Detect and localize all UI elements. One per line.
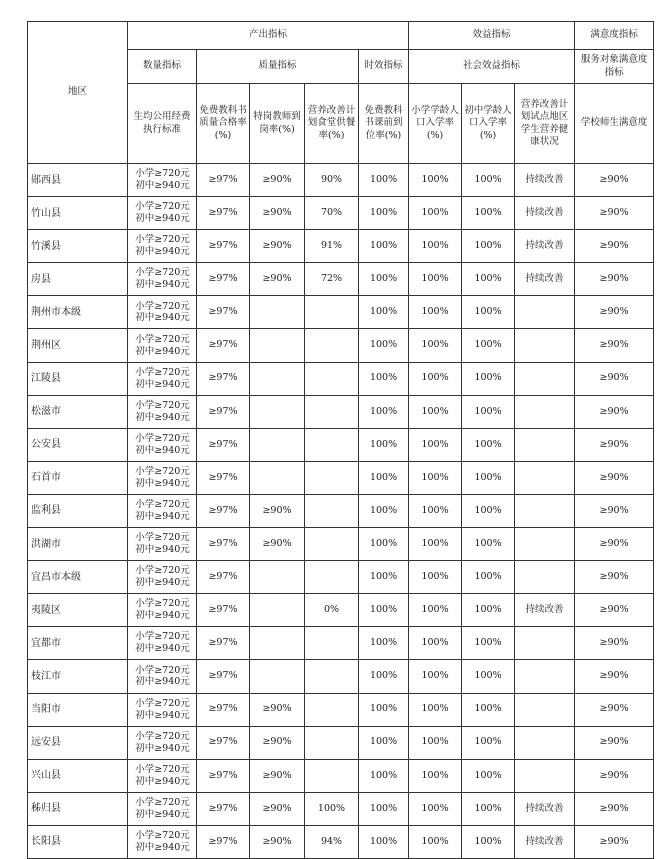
- standard-junior: 初中≥940元: [135, 345, 190, 357]
- cell-standard: [128, 561, 197, 594]
- cell-primary-enroll: 100%: [409, 197, 462, 230]
- header-benefit: 效益指标: [409, 22, 575, 50]
- cell-standard: [128, 362, 197, 395]
- cell-primary-enroll: 100%: [409, 627, 462, 660]
- cell-textbook-quality: ≥97%: [197, 263, 250, 296]
- cell-junior-enroll: 100%: [462, 461, 515, 494]
- standard-junior: 初中≥940元: [135, 444, 190, 456]
- standard-primary: 小学≥720元: [135, 830, 190, 842]
- standard-primary: 小学≥720元: [135, 333, 190, 345]
- cell-meal-rate: [305, 561, 359, 594]
- cell-junior-enroll: 100%: [462, 528, 515, 561]
- cell-standard: [128, 693, 197, 726]
- cell-region: 公安县: [28, 428, 128, 461]
- cell-textbook-ontime: 100%: [359, 395, 409, 428]
- cell-region: 远安县: [28, 726, 128, 759]
- cell-satisfaction: ≥90%: [575, 494, 654, 527]
- cell-junior-enroll: 100%: [462, 164, 515, 197]
- cell-standard: [128, 395, 197, 428]
- cell-textbook-ontime: 100%: [359, 594, 409, 627]
- cell-standard: [128, 230, 197, 263]
- cell-textbook-quality: ≥97%: [197, 395, 250, 428]
- cell-primary-enroll: 100%: [409, 362, 462, 395]
- cell-nutrition: 持续改善: [515, 197, 575, 230]
- standard-junior: 初中≥940元: [135, 643, 190, 655]
- table-row: [28, 627, 654, 660]
- cell-teacher-rate: [250, 660, 305, 693]
- cell-textbook-quality: ≥97%: [197, 693, 250, 726]
- cell-textbook-ontime: 100%: [359, 362, 409, 395]
- cell-teacher-rate: ≥90%: [250, 230, 305, 263]
- standard-junior: 初中≥940元: [135, 510, 190, 522]
- cell-junior-enroll: 100%: [462, 263, 515, 296]
- standard-junior: 初中≥940元: [135, 477, 190, 489]
- header-output: 产出指标: [128, 22, 409, 50]
- cell-region: 荆州区: [28, 329, 128, 362]
- cell-textbook-quality: ≥97%: [197, 627, 250, 660]
- cell-textbook-quality: ≥97%: [197, 759, 250, 792]
- standard-primary: 小学≥720元: [135, 399, 190, 411]
- standard-primary: 小学≥720元: [135, 697, 190, 709]
- standard-primary: 小学≥720元: [135, 300, 190, 312]
- table-row: [28, 594, 654, 627]
- col-primary-enroll: 小学学龄人口入学率(%): [409, 84, 462, 164]
- cell-standard: [128, 759, 197, 792]
- cell-textbook-quality: ≥97%: [197, 726, 250, 759]
- cell-standard: [128, 461, 197, 494]
- cell-satisfaction: ≥90%: [575, 660, 654, 693]
- cell-standard: [128, 792, 197, 825]
- cell-nutrition: [515, 693, 575, 726]
- cell-satisfaction: ≥90%: [575, 296, 654, 329]
- cell-meal-rate: [305, 528, 359, 561]
- header-service-satisfaction: 服务对象满意度指标: [575, 50, 654, 84]
- col-textbook-quality: 免费教科书质量合格率(%): [197, 84, 250, 164]
- cell-region: 兴山县: [28, 759, 128, 792]
- cell-region: 枝江市: [28, 660, 128, 693]
- cell-textbook-quality: ≥97%: [197, 561, 250, 594]
- cell-standard: [128, 627, 197, 660]
- cell-region: 荆州市本级: [28, 296, 128, 329]
- standard-primary: 小学≥720元: [135, 565, 190, 577]
- cell-satisfaction: ≥90%: [575, 197, 654, 230]
- cell-nutrition: [515, 494, 575, 527]
- cell-meal-rate: [305, 296, 359, 329]
- cell-primary-enroll: 100%: [409, 494, 462, 527]
- cell-teacher-rate: [250, 461, 305, 494]
- cell-textbook-ontime: 100%: [359, 561, 409, 594]
- table-row: [28, 726, 654, 759]
- cell-satisfaction: ≥90%: [575, 726, 654, 759]
- cell-primary-enroll: 100%: [409, 759, 462, 792]
- cell-region: 夷陵区: [28, 594, 128, 627]
- cell-textbook-ontime: 100%: [359, 660, 409, 693]
- standard-primary: 小学≥720元: [135, 598, 190, 610]
- cell-nutrition: [515, 759, 575, 792]
- cell-nutrition: [515, 362, 575, 395]
- cell-nutrition: 持续改善: [515, 825, 575, 858]
- cell-textbook-quality: ≥97%: [197, 528, 250, 561]
- cell-primary-enroll: 100%: [409, 594, 462, 627]
- cell-textbook-quality: ≥97%: [197, 792, 250, 825]
- cell-primary-enroll: 100%: [409, 660, 462, 693]
- cell-satisfaction: ≥90%: [575, 230, 654, 263]
- cell-junior-enroll: 100%: [462, 362, 515, 395]
- table-row: [28, 362, 654, 395]
- header-quality: 质量指标: [197, 50, 359, 84]
- table-row: [28, 164, 654, 197]
- document-page: [27, 21, 653, 859]
- cell-region: 竹溪县: [28, 230, 128, 263]
- cell-textbook-ontime: 100%: [359, 528, 409, 561]
- standard-primary: 小学≥720元: [135, 267, 190, 279]
- cell-junior-enroll: 100%: [462, 825, 515, 858]
- cell-textbook-quality: ≥97%: [197, 296, 250, 329]
- cell-teacher-rate: ≥90%: [250, 528, 305, 561]
- cell-textbook-quality: ≥97%: [197, 164, 250, 197]
- cell-primary-enroll: 100%: [409, 230, 462, 263]
- table-row: [28, 494, 654, 527]
- standard-primary: 小学≥720元: [135, 201, 190, 213]
- standard-junior: 初中≥940元: [135, 279, 190, 291]
- cell-meal-rate: [305, 759, 359, 792]
- cell-primary-enroll: 100%: [409, 693, 462, 726]
- cell-nutrition: [515, 329, 575, 362]
- cell-satisfaction: ≥90%: [575, 395, 654, 428]
- table-row: [28, 660, 654, 693]
- cell-junior-enroll: 100%: [462, 230, 515, 263]
- standard-junior: 初中≥940元: [135, 742, 190, 754]
- cell-textbook-quality: ≥97%: [197, 428, 250, 461]
- cell-meal-rate: [305, 693, 359, 726]
- cell-nutrition: [515, 726, 575, 759]
- cell-meal-rate: 94%: [305, 825, 359, 858]
- cell-textbook-quality: ≥97%: [197, 660, 250, 693]
- standard-junior: 初中≥940元: [135, 246, 190, 258]
- cell-junior-enroll: 100%: [462, 726, 515, 759]
- cell-textbook-ontime: 100%: [359, 230, 409, 263]
- cell-textbook-quality: ≥97%: [197, 329, 250, 362]
- cell-nutrition: [515, 627, 575, 660]
- cell-primary-enroll: 100%: [409, 528, 462, 561]
- cell-teacher-rate: ≥90%: [250, 197, 305, 230]
- cell-junior-enroll: 100%: [462, 660, 515, 693]
- cell-teacher-rate: ≥90%: [250, 792, 305, 825]
- cell-meal-rate: 0%: [305, 594, 359, 627]
- cell-region: 秭归县: [28, 792, 128, 825]
- cell-meal-rate: [305, 362, 359, 395]
- cell-teacher-rate: [250, 594, 305, 627]
- cell-region: 当阳市: [28, 693, 128, 726]
- standard-primary: 小学≥720元: [135, 532, 190, 544]
- standard-primary: 小学≥720元: [135, 664, 190, 676]
- cell-nutrition: 持续改善: [515, 164, 575, 197]
- cell-region: 洪湖市: [28, 528, 128, 561]
- cell-region: 房县: [28, 263, 128, 296]
- cell-region: 宜都市: [28, 627, 128, 660]
- standard-junior: 初中≥940元: [135, 312, 190, 324]
- header-region: 地区: [28, 22, 128, 164]
- cell-standard: [128, 428, 197, 461]
- cell-teacher-rate: [250, 395, 305, 428]
- cell-standard: [128, 197, 197, 230]
- cell-junior-enroll: 100%: [462, 197, 515, 230]
- cell-junior-enroll: 100%: [462, 296, 515, 329]
- cell-standard: [128, 660, 197, 693]
- cell-junior-enroll: 100%: [462, 627, 515, 660]
- cell-junior-enroll: 100%: [462, 792, 515, 825]
- cell-standard: [128, 164, 197, 197]
- cell-satisfaction: ≥90%: [575, 164, 654, 197]
- table-row: [28, 792, 654, 825]
- cell-primary-enroll: 100%: [409, 726, 462, 759]
- col-satisfaction: 学校师生满意度: [575, 84, 654, 164]
- cell-teacher-rate: ≥90%: [250, 494, 305, 527]
- table-row: [28, 759, 654, 792]
- cell-junior-enroll: 100%: [462, 329, 515, 362]
- cell-textbook-ontime: 100%: [359, 825, 409, 858]
- cell-junior-enroll: 100%: [462, 395, 515, 428]
- cell-satisfaction: ≥90%: [575, 825, 654, 858]
- cell-teacher-rate: [250, 561, 305, 594]
- cell-meal-rate: [305, 395, 359, 428]
- cell-standard: [128, 528, 197, 561]
- cell-primary-enroll: 100%: [409, 428, 462, 461]
- cell-meal-rate: [305, 461, 359, 494]
- cell-textbook-ontime: 100%: [359, 296, 409, 329]
- cell-textbook-ontime: 100%: [359, 494, 409, 527]
- standard-primary: 小学≥720元: [135, 432, 190, 444]
- header-social-benefit: 社会效益指标: [409, 50, 575, 84]
- cell-region: 长阳县: [28, 825, 128, 858]
- cell-satisfaction: ≥90%: [575, 263, 654, 296]
- cell-textbook-quality: ≥97%: [197, 197, 250, 230]
- cell-primary-enroll: 100%: [409, 561, 462, 594]
- cell-satisfaction: ≥90%: [575, 362, 654, 395]
- cell-teacher-rate: ≥90%: [250, 825, 305, 858]
- cell-standard: [128, 296, 197, 329]
- cell-primary-enroll: 100%: [409, 792, 462, 825]
- standard-primary: 小学≥720元: [135, 730, 190, 742]
- cell-standard: [128, 329, 197, 362]
- cell-satisfaction: ≥90%: [575, 329, 654, 362]
- cell-meal-rate: [305, 428, 359, 461]
- cell-primary-enroll: 100%: [409, 263, 462, 296]
- col-textbook-ontime: 免费教科书课前到位率(%): [359, 84, 409, 164]
- cell-nutrition: 持续改善: [515, 594, 575, 627]
- cell-meal-rate: [305, 726, 359, 759]
- cell-nutrition: [515, 528, 575, 561]
- table-row: [28, 561, 654, 594]
- cell-meal-rate: 91%: [305, 230, 359, 263]
- cell-textbook-ontime: 100%: [359, 263, 409, 296]
- standard-junior: 初中≥940元: [135, 610, 190, 622]
- standard-primary: 小学≥720元: [135, 796, 190, 808]
- table-row: [28, 263, 654, 296]
- table-row: [28, 461, 654, 494]
- cell-standard: [128, 494, 197, 527]
- table-row: [28, 230, 654, 263]
- standard-primary: 小学≥720元: [135, 631, 190, 643]
- table-row: [28, 428, 654, 461]
- cell-satisfaction: ≥90%: [575, 594, 654, 627]
- cell-junior-enroll: 100%: [462, 561, 515, 594]
- cell-textbook-ontime: 100%: [359, 164, 409, 197]
- cell-textbook-quality: ≥97%: [197, 461, 250, 494]
- header-quantity: 数量指标: [128, 50, 197, 84]
- standard-junior: 初中≥940元: [135, 378, 190, 390]
- cell-teacher-rate: [250, 428, 305, 461]
- cell-junior-enroll: 100%: [462, 759, 515, 792]
- standard-primary: 小学≥720元: [135, 763, 190, 775]
- cell-teacher-rate: ≥90%: [250, 693, 305, 726]
- cell-meal-rate: 100%: [305, 792, 359, 825]
- cell-teacher-rate: ≥90%: [250, 759, 305, 792]
- cell-primary-enroll: 100%: [409, 296, 462, 329]
- cell-nutrition: [515, 461, 575, 494]
- standard-junior: 初中≥940元: [135, 180, 190, 192]
- cell-nutrition: [515, 395, 575, 428]
- cell-meal-rate: [305, 494, 359, 527]
- standard-primary: 小学≥720元: [135, 168, 190, 180]
- cell-region: 松滋市: [28, 395, 128, 428]
- cell-primary-enroll: 100%: [409, 461, 462, 494]
- cell-primary-enroll: 100%: [409, 825, 462, 858]
- cell-region: 郧西县: [28, 164, 128, 197]
- cell-satisfaction: ≥90%: [575, 528, 654, 561]
- cell-primary-enroll: 100%: [409, 329, 462, 362]
- cell-textbook-quality: ≥97%: [197, 594, 250, 627]
- cell-teacher-rate: [250, 362, 305, 395]
- cell-junior-enroll: 100%: [462, 594, 515, 627]
- performance-indicator-table: [27, 21, 654, 859]
- cell-primary-enroll: 100%: [409, 164, 462, 197]
- cell-satisfaction: ≥90%: [575, 792, 654, 825]
- standard-junior: 初中≥940元: [135, 544, 190, 556]
- col-junior-enroll: 初中学龄人口入学率(%): [462, 84, 515, 164]
- cell-teacher-rate: [250, 296, 305, 329]
- cell-satisfaction: ≥90%: [575, 627, 654, 660]
- cell-satisfaction: ≥90%: [575, 759, 654, 792]
- cell-textbook-ontime: 100%: [359, 428, 409, 461]
- cell-textbook-quality: ≥97%: [197, 230, 250, 263]
- standard-junior: 初中≥940元: [135, 213, 190, 225]
- col-nutrition: 营养改善计划试点地区学生营养健康状况: [515, 84, 575, 164]
- cell-region: 石首市: [28, 461, 128, 494]
- cell-meal-rate: [305, 660, 359, 693]
- cell-nutrition: [515, 296, 575, 329]
- cell-meal-rate: 70%: [305, 197, 359, 230]
- cell-nutrition: 持续改善: [515, 792, 575, 825]
- cell-region: 监利县: [28, 494, 128, 527]
- cell-region: 宜昌市本级: [28, 561, 128, 594]
- header-satisfaction: 满意度指标: [575, 22, 654, 50]
- standard-primary: 小学≥720元: [135, 466, 190, 478]
- table-row: [28, 528, 654, 561]
- standard-junior: 初中≥940元: [135, 808, 190, 820]
- standard-primary: 小学≥720元: [135, 499, 190, 511]
- cell-textbook-quality: ≥97%: [197, 362, 250, 395]
- cell-standard: [128, 594, 197, 627]
- cell-nutrition: [515, 561, 575, 594]
- cell-teacher-rate: [250, 627, 305, 660]
- cell-nutrition: [515, 428, 575, 461]
- table-body: [28, 164, 654, 859]
- cell-junior-enroll: 100%: [462, 428, 515, 461]
- cell-nutrition: 持续改善: [515, 230, 575, 263]
- cell-standard: [128, 263, 197, 296]
- table-row: [28, 395, 654, 428]
- standard-junior: 初中≥940元: [135, 411, 190, 423]
- cell-nutrition: 持续改善: [515, 263, 575, 296]
- cell-textbook-ontime: 100%: [359, 329, 409, 362]
- cell-textbook-quality: ≥97%: [197, 825, 250, 858]
- table-header: [28, 22, 654, 164]
- standard-junior: 初中≥940元: [135, 676, 190, 688]
- header-timeliness: 时效指标: [359, 50, 409, 84]
- cell-textbook-ontime: 100%: [359, 627, 409, 660]
- standard-junior: 初中≥940元: [135, 709, 190, 721]
- cell-meal-rate: [305, 627, 359, 660]
- cell-textbook-ontime: 100%: [359, 759, 409, 792]
- standard-junior: 初中≥940元: [135, 775, 190, 787]
- table-row: [28, 693, 654, 726]
- cell-teacher-rate: ≥90%: [250, 726, 305, 759]
- cell-textbook-ontime: 100%: [359, 693, 409, 726]
- col-meal-rate: 营养改善计划食堂供餐率(%): [305, 84, 359, 164]
- cell-textbook-ontime: 100%: [359, 726, 409, 759]
- cell-teacher-rate: ≥90%: [250, 164, 305, 197]
- cell-primary-enroll: 100%: [409, 395, 462, 428]
- cell-junior-enroll: 100%: [462, 494, 515, 527]
- col-standard: 生均公用经费执行标准: [128, 84, 197, 164]
- col-teacher-rate: 特岗教师到岗率(%): [250, 84, 305, 164]
- cell-nutrition: [515, 660, 575, 693]
- cell-region: 竹山县: [28, 197, 128, 230]
- standard-primary: 小学≥720元: [135, 366, 190, 378]
- cell-region: 江陵县: [28, 362, 128, 395]
- cell-teacher-rate: ≥90%: [250, 263, 305, 296]
- standard-junior: 初中≥940元: [135, 841, 190, 853]
- cell-satisfaction: ≥90%: [575, 461, 654, 494]
- cell-satisfaction: ≥90%: [575, 693, 654, 726]
- cell-textbook-ontime: 100%: [359, 197, 409, 230]
- cell-textbook-ontime: 100%: [359, 792, 409, 825]
- cell-teacher-rate: [250, 329, 305, 362]
- cell-meal-rate: 72%: [305, 263, 359, 296]
- table-row: [28, 296, 654, 329]
- table-row: [28, 329, 654, 362]
- cell-standard: [128, 726, 197, 759]
- standard-junior: 初中≥940元: [135, 577, 190, 589]
- table-row: [28, 197, 654, 230]
- cell-satisfaction: ≥90%: [575, 561, 654, 594]
- cell-satisfaction: ≥90%: [575, 428, 654, 461]
- cell-textbook-quality: ≥97%: [197, 494, 250, 527]
- cell-textbook-ontime: 100%: [359, 461, 409, 494]
- cell-meal-rate: 90%: [305, 164, 359, 197]
- cell-junior-enroll: 100%: [462, 693, 515, 726]
- standard-primary: 小学≥720元: [135, 234, 190, 246]
- cell-meal-rate: [305, 329, 359, 362]
